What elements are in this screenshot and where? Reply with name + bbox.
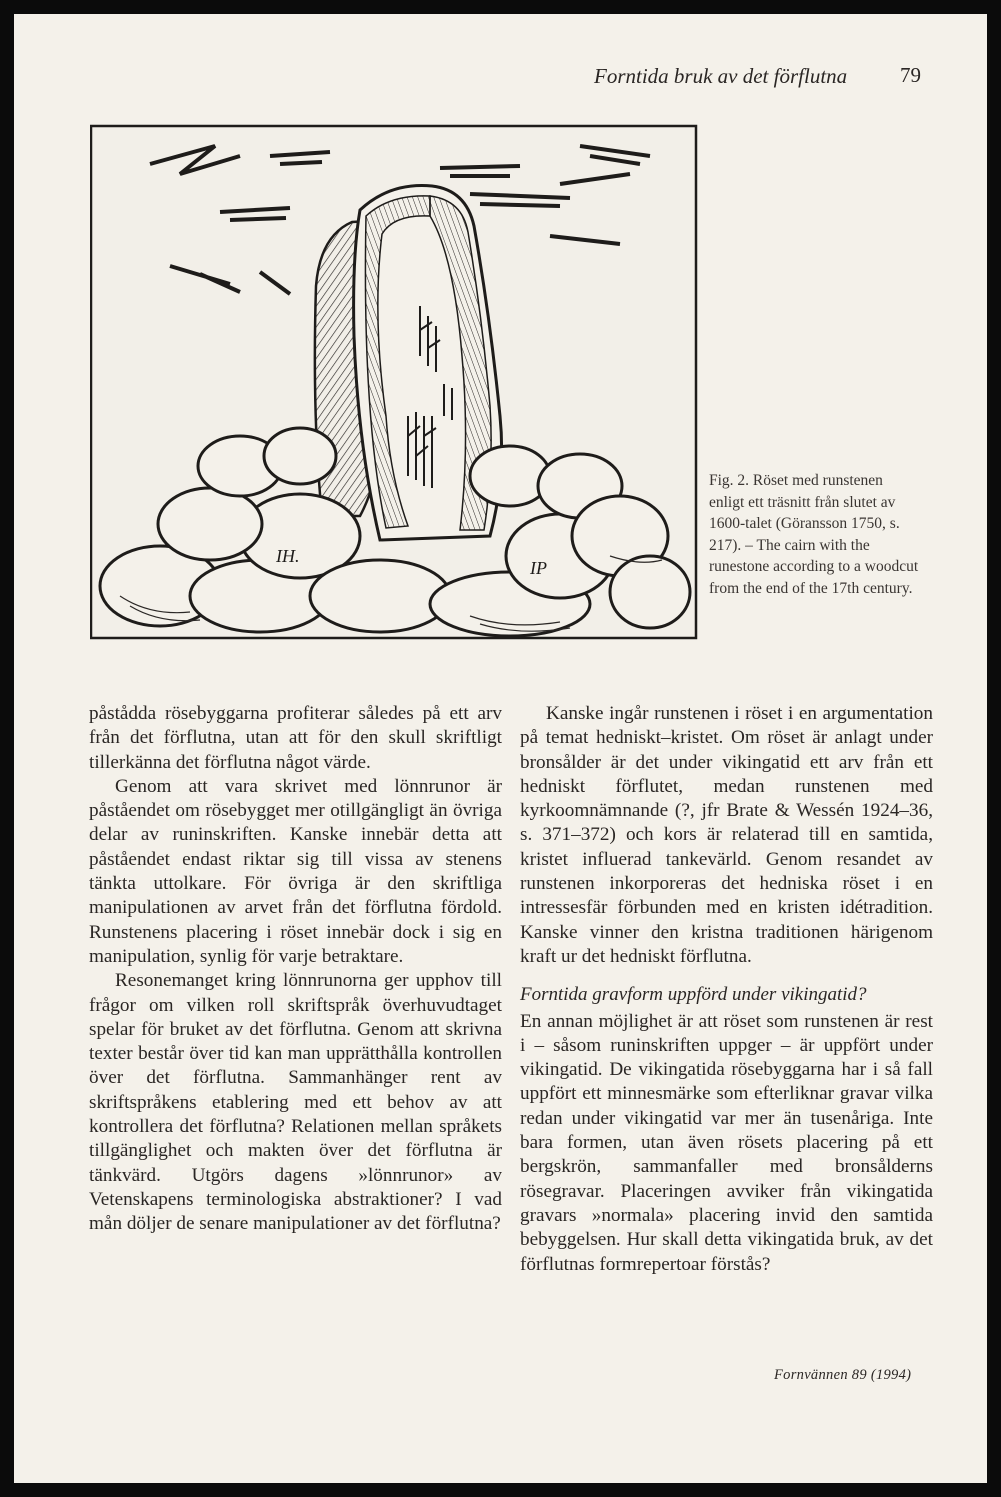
figure-caption [709, 470, 919, 599]
right-column [520, 702, 933, 1277]
paragraph: Resonemanget kring lönnrunorna ger upphov till frågor om vilken roll skriftspråk överhuvudtaget spelar för bruket av det förflutna. Genom att skrivna texter består över tid kan man upprätthålla kontrollen över det förflutna. Sammanhänger rent av skriftspråkens etablering med ett behov av att kontrollera det förflutna? Relationen mellan språkets tillgänglighet och makten över det förflutna är tänkvärd. Utgörs dagens »lönnrunor» av Vetenskapens terminologiska abstraktioner? I vad mån döljer de senare manipulationer av det förflutna? [89, 970, 502, 1235]
paragraph: Genom att vara skrivet med lönnrunor är påståendet om rösebygget mer otillgängligt än övriga delar av runinskriften. Kanske innebär detta att påståendet endast riktar sig till vissa av stenens tänkta uttolkare. För övriga är den skriftliga manipulationen av arvet från det förflutna fördold. Runstenens placering i röset innebär dock i sig en manipulation, synlig för varje betraktare. [89, 775, 502, 967]
stone-label-ip: IP [530, 558, 547, 578]
running-title: Forntida bruk av det förflutna [594, 64, 848, 88]
runestone-cairn-woodcut [90, 116, 702, 640]
journal-page [14, 14, 987, 1483]
section-heading: Forntida gravform uppförd under vikingatid? [520, 984, 867, 1006]
paragraph: En annan möjlighet är att röset som runstenen är rest i – såsom runinskriften uppger – är uppfört under vikingatid. De vikingatida rösebyggarna har i så fall uppfört ett minnesmärke som efterliknar gravar vilka redan under vikingatid var mer än tusenåriga. Inte bara formen, utan även rösets placering på ett bergskrön, sammanfaller med bronsålderns rösegravar. Placeringen avviker från vikingatida gravars »normala» placering invid den samtida bebyggelsen. Hur skall detta vikingatida bruk, av det förflutnas formrepertoar förstås? [520, 1010, 933, 1275]
paragraph: påstådda rösebyggarna profiterar således på ett arv från det förflutna, utan att för den skull skriftligt tillerkänna det förflutna något värde. [89, 703, 502, 773]
journal-footer: Fornvännen 89 (1994) [774, 1367, 912, 1383]
paragraph: Kanske ingår runstenen i röset i en argumentation på temat hedniskt–kristet. Om röset är anlagt under bronsålder är det under vikingatid ett arv från ett hedniskt förflutet, medan runstenen med kyrkoomnämnande (?, jfr Brate & Wessén 1924–36, s. 371–372) och kors är relaterad till en samtida, kristet influerad tankevärld. Genom resandet av runstenen inkorporeras det hedniska röset i en intressesfär förbunden med en kristen idétradition. Kanske vinner den kristna traditionen härigenom kraft ur det hedniskt förflutna. [520, 703, 933, 967]
stone-label-ih: IH. [276, 546, 300, 566]
page-number: 79 [900, 63, 921, 87]
caption-text: Fig. 2. Röset med runstenen enligt ett träsnitt från slutet av 1600-talet (Göransson 1750, s. 217). – The cairn with the runestone according to a woodcut from the end of the 17th century. [709, 472, 919, 597]
woodcut-figure [90, 116, 702, 640]
left-column [89, 702, 502, 1237]
